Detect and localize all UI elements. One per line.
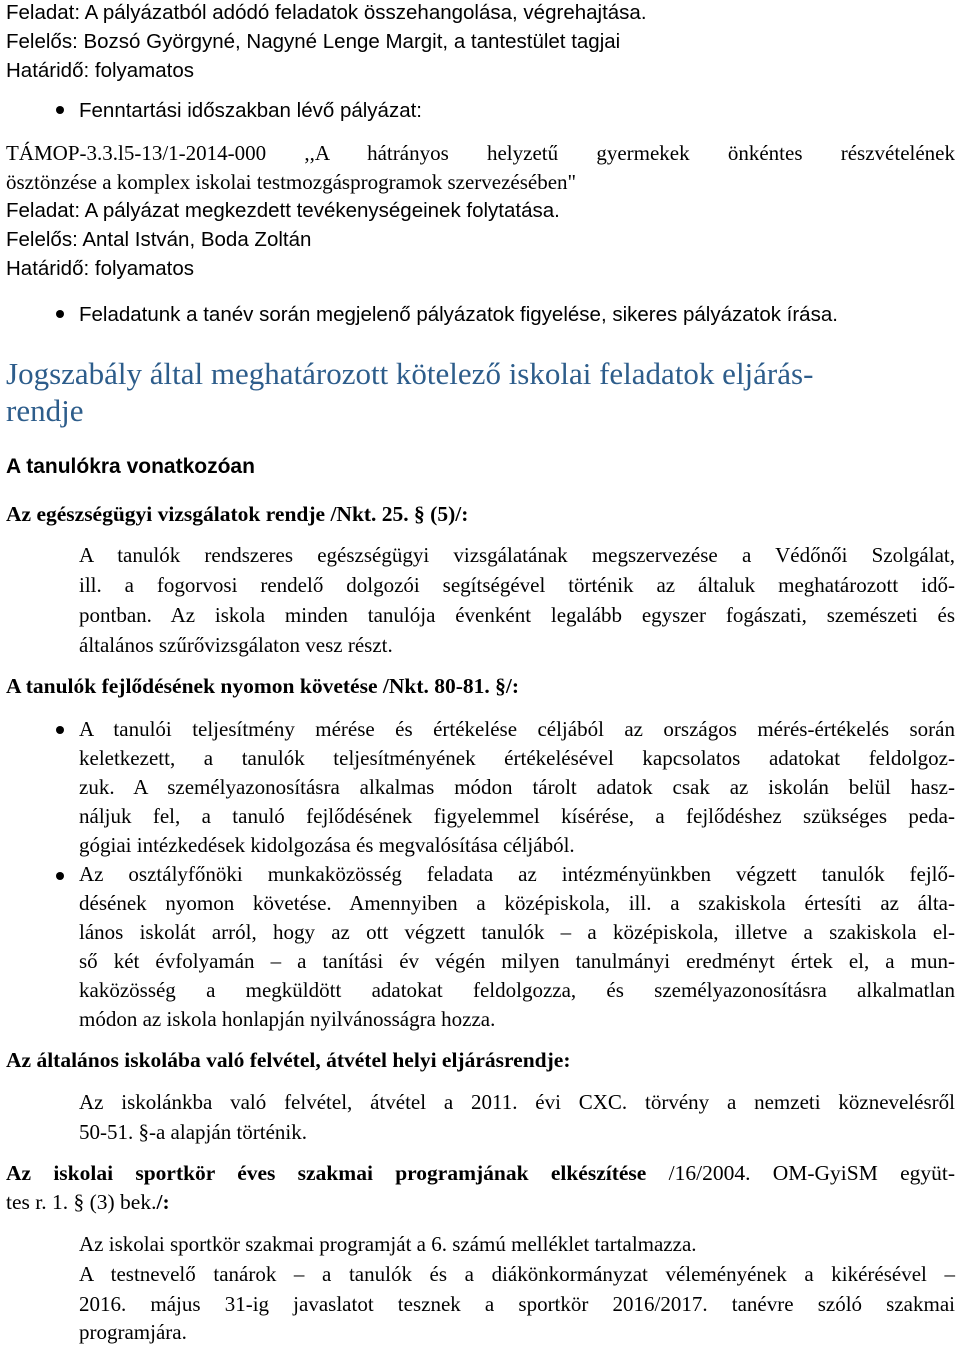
progress-title: A tanulók fejlődésének nyomon követése /Nkt. 80-81. §/: bbox=[6, 674, 520, 698]
section-heading-cont: rendje bbox=[6, 393, 84, 428]
paragraph-line: Az iskolai sportkör szakmai programját a 6. számú melléklet tartalmazza. bbox=[79, 1232, 697, 1256]
bullet-icon bbox=[56, 726, 64, 734]
tamop-title-line: TÁMOP-3.3.l5-13/1-2014-000 ,,A hátrányos helyzetű gyermekek önkéntes részvételének bbox=[6, 141, 955, 165]
paragraph-line: zuk. A személyazonosításra alkalmas módon tárolt adatok csak az iskolán belül hasz- bbox=[79, 775, 955, 799]
section-heading: Jogszabály által meghatározott kötelező iskolai feladatok eljárás- bbox=[6, 356, 814, 391]
paragraph-line: A tanulók rendszeres egészségügyi vizsgálatának megszervezése a Védőnői Szolgálat, bbox=[79, 543, 955, 567]
bullet-icon bbox=[56, 310, 64, 318]
paragraph-line: lános iskolát arról, hogy az ott végzett tanulók – a középiskola, illetve a szakiskola el- bbox=[79, 920, 955, 944]
bullet-icon bbox=[56, 872, 64, 880]
paragraph-line: kaközösség a megküldött adatokat feldolgozza, és személyazonosításra alkalmatlan bbox=[79, 978, 955, 1002]
paragraph-line: Az iskolánkba való felvétel, átvétel a 2011. évi CXC. törvény a nemzeti köznevelésről bbox=[79, 1090, 955, 1114]
responsible-line: Felelős: Antal István, Boda Zoltán bbox=[6, 228, 312, 251]
paragraph-line: általános szűrővizsgálaton vesz részt. bbox=[79, 633, 393, 657]
sport-title-line-2 bbox=[6, 1188, 170, 1218]
sport-title-end: /: bbox=[156, 1190, 170, 1214]
sport-title-rest: /16/2004. OM-GyiSM együt- bbox=[646, 1161, 956, 1185]
paragraph-line: 2016. május 31-ig javaslatot tesznek a sportkör 2016/2017. tanévre szóló szakmai bbox=[79, 1292, 955, 1316]
tamop-title-line-2: ösztönzése a komplex iskolai testmozgásprogramok szervezésében" bbox=[6, 170, 577, 194]
paragraph-line: ill. a fogorvosi rendelő dolgozói segítségével történik az általuk meghatározott idő- bbox=[79, 573, 955, 597]
paragraph-line: désének nyomon követése. Amennyiben a középiskola, ill. a szakiskola értesíti az álta- bbox=[79, 891, 955, 915]
paragraph-line: A testnevelő tanárok – a tanulók és a diákönkormányzat véleményének a kikérésével – bbox=[79, 1262, 955, 1286]
sport-title-ref: tes r. 1. § (3) bek. bbox=[6, 1190, 157, 1214]
maintenance-period-item: Fenntartási időszakban lévő pályázat: bbox=[79, 99, 423, 122]
paragraph-line: pontban. Az iskola minden tanulója évenként legalább egyszer fogászati, szemészeti és bbox=[79, 603, 955, 627]
responsible-line: Felelős: Bozsó Györgyné, Nagyné Lenge Margit, a tantestület tagjai bbox=[6, 30, 621, 53]
paragraph-line: A tanulói teljesítmény mérése és értékelése céljából az országos mérés-értékelés során bbox=[79, 717, 955, 741]
tenders-monitoring-item: Feladatunk a tanév során megjelenő pályázatok figyelése, sikeres pályázatok írása. bbox=[79, 303, 838, 326]
sport-title-bold: Az iskolai sportkör éves szakmai programjának elkészítése bbox=[6, 1161, 647, 1185]
admission-title: Az általános iskolába való felvétel, átvétel helyi eljárásrendje: bbox=[6, 1048, 571, 1072]
deadline-line: Határidő: folyamatos bbox=[6, 257, 195, 280]
paragraph-line: keletkezett, a tanulók teljesítményének értékelésével kapcsolatos adatokat feldolgoz- bbox=[79, 746, 955, 770]
paragraph-line: ső két évfolyamán – a tanítási év végén milyen tanulmányi eredményt értek el, a mun- bbox=[79, 949, 955, 973]
paragraph-line: programjára. bbox=[79, 1320, 187, 1344]
health-title: Az egészségügyi vizsgálatok rendje /Nkt. 25. § (5)/: bbox=[6, 502, 469, 526]
paragraph-line: módon az iskola honlapján nyilvánosságra hozza. bbox=[79, 1007, 496, 1031]
paragraph-line: gógiai intézkedések kidolgozása és megvalósítása céljából. bbox=[79, 833, 575, 857]
sport-title bbox=[6, 1159, 955, 1189]
subheading: A tanulókra vonatkozóan bbox=[6, 455, 255, 478]
task-line: Feladat: A pályázatból adódó feladatok összehangolása, végrehajtása. bbox=[6, 1, 647, 24]
deadline-line: Határidő: folyamatos bbox=[6, 59, 195, 82]
paragraph-line: Az osztályfőnöki munkaközösség feladata az intézményünkben végzett tanulók fejlő- bbox=[79, 862, 955, 886]
bullet-icon bbox=[56, 106, 64, 114]
task-line: Feladat: A pályázat megkezdett tevékenységeinek folytatása. bbox=[6, 199, 560, 222]
paragraph-line: 50-51. §-a alapján történik. bbox=[79, 1120, 308, 1144]
paragraph-line: náljuk fel, a tanuló fejlődésének figyelemmel kísérése, a fejlődéshez szükséges peda- bbox=[79, 804, 955, 828]
